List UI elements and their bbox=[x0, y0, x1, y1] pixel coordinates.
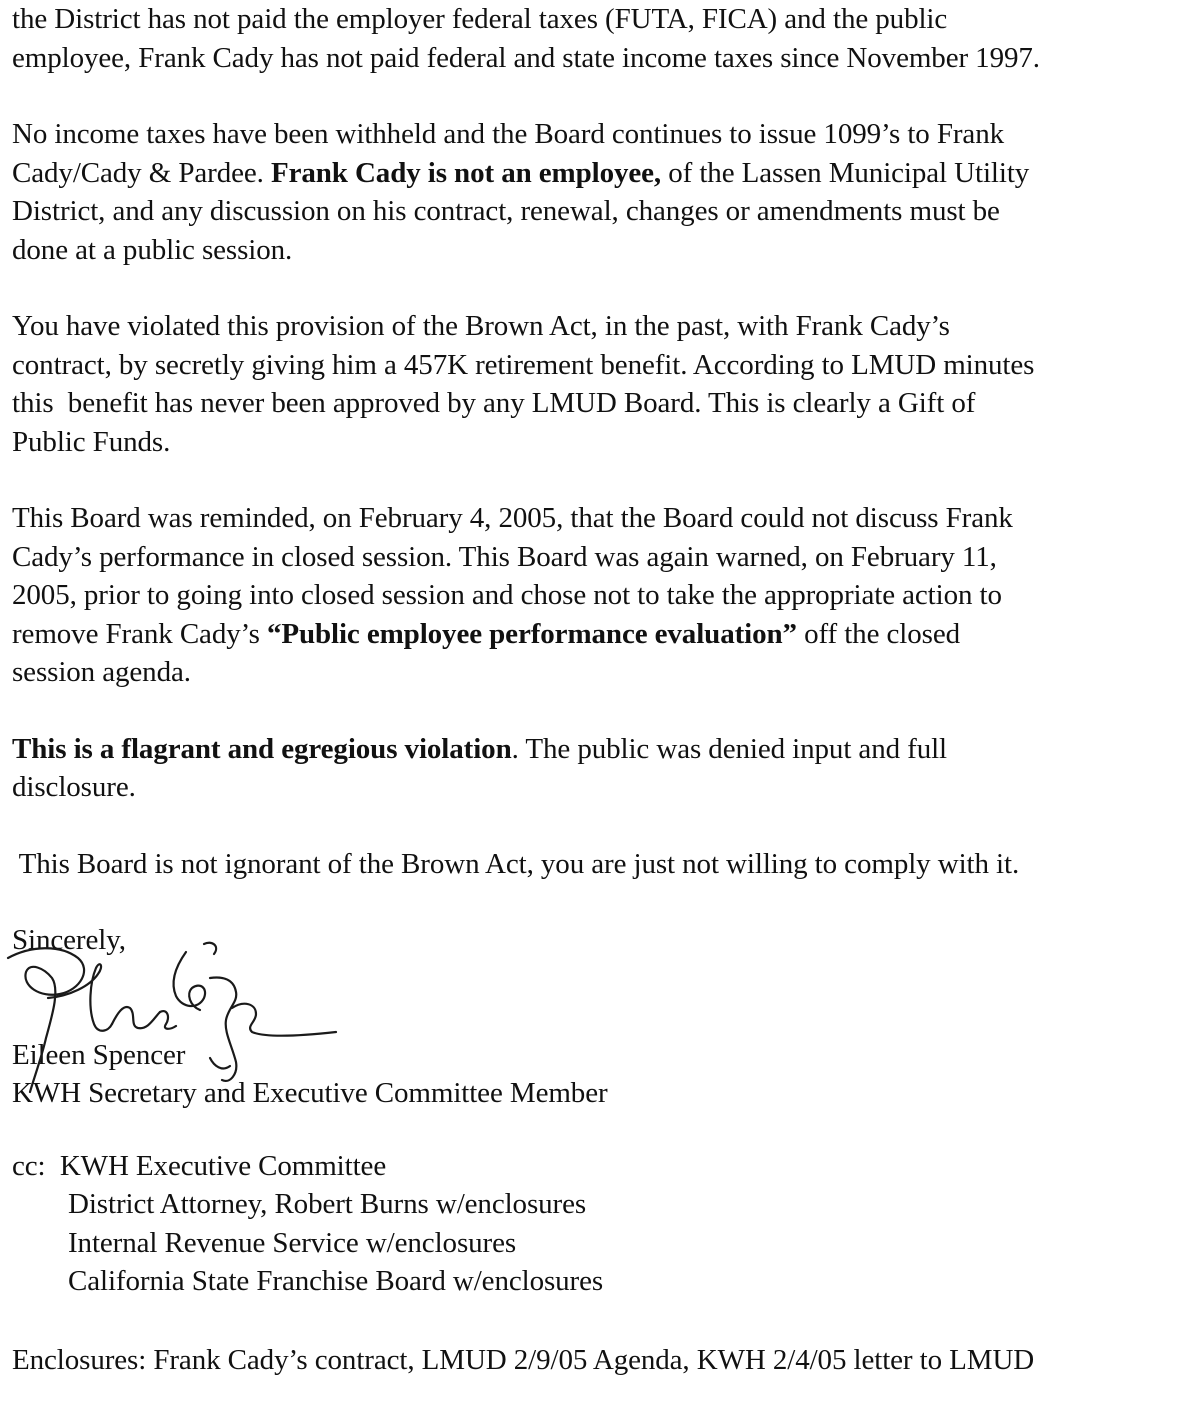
cc-recipient: Internal Revenue Service w/enclosures bbox=[68, 1226, 517, 1259]
text-line: done at a public session. bbox=[12, 233, 293, 266]
cc-recipient: KWH Executive Committee bbox=[59, 1149, 387, 1182]
text-line: This Board was reminded, on February 4, 2005, that the Board could not discuss Frank bbox=[12, 502, 1013, 534]
paragraph-not-ignorant bbox=[12, 845, 1196, 884]
bold-emphasis: This is a flagrant and egregious violation bbox=[12, 732, 512, 765]
text-run: off the closed bbox=[796, 617, 960, 650]
closing-block bbox=[12, 921, 1196, 1113]
signer-name: Eileen Spencer bbox=[12, 1038, 186, 1071]
paragraph-flagrant-violation bbox=[12, 730, 1196, 807]
text-run: of the Lassen Municipal Utility bbox=[661, 156, 1030, 189]
text-line: session agenda. bbox=[12, 656, 191, 688]
cc-row bbox=[12, 1147, 1196, 1186]
cc-list bbox=[12, 1147, 1196, 1301]
salutation: Sincerely, bbox=[12, 924, 126, 956]
letter-page bbox=[12, 0, 1196, 1379]
cc-recipient: District Attorney, Robert Burns w/enclosures bbox=[68, 1188, 587, 1220]
text-line: Cady’s performance in closed session. This Board was again warned, on February 11, bbox=[12, 540, 997, 573]
text-run: remove Frank Cady’s bbox=[12, 617, 267, 650]
text-line: District, and any discussion on his contract, renewal, changes or amendments must be bbox=[12, 195, 1000, 227]
text-line: this benefit has never been approved by any LMUD Board. This is clearly a Gift of bbox=[12, 387, 976, 419]
text-line bbox=[12, 154, 1196, 193]
text-run: Cady/Cady & Pardee. bbox=[12, 156, 271, 189]
text-line: the District has not paid the employer federal taxes (FUTA, FICA) and the public bbox=[12, 3, 948, 35]
paragraph-employee-status bbox=[12, 115, 1196, 269]
signature-space bbox=[12, 960, 1196, 1036]
signer-title: KWH Secretary and Executive Committee Member bbox=[12, 1077, 608, 1109]
enclosures-line: Enclosures: Frank Cady’s contract, LMUD 2/9/05 Agenda, KWH 2/4/05 letter to LMUD bbox=[12, 1343, 1035, 1376]
text-line: No income taxes have been withheld and the Board continues to issue 1099’s to Frank bbox=[12, 118, 1004, 150]
text-line: Public Funds. bbox=[12, 425, 171, 458]
text-line: employee, Frank Cady has not paid federal and state income taxes since November 1997. bbox=[12, 41, 1040, 74]
text-line: This Board is not ignorant of the Brown Act, you are just not willing to comply with it. bbox=[12, 847, 1020, 880]
bold-emphasis: “Public employee performance evaluation” bbox=[266, 617, 797, 650]
cc-recipient: California State Franchise Board w/enclosures bbox=[68, 1265, 604, 1297]
text-line: 2005, prior to going into closed session and chose not to take the appropriate action to bbox=[12, 579, 1002, 611]
bold-emphasis: Frank Cady is not an employee, bbox=[270, 156, 662, 189]
text-line: contract, by secretly giving him a 457K retirement benefit. According to LMUD minutes bbox=[12, 348, 1035, 381]
paragraph-closed-session bbox=[12, 499, 1196, 692]
text-line bbox=[12, 615, 1196, 654]
paragraph-taxes bbox=[12, 0, 1196, 77]
text-line: disclosure. bbox=[12, 771, 136, 803]
text-line bbox=[12, 730, 1196, 769]
paragraph-brown-act-violation bbox=[12, 307, 1196, 461]
cc-label: cc: bbox=[12, 1149, 46, 1182]
text-line: You have violated this provision of the Brown Act, in the past, with Frank Cady’s bbox=[12, 310, 950, 342]
text-run: . The public was denied input and full bbox=[511, 732, 948, 765]
